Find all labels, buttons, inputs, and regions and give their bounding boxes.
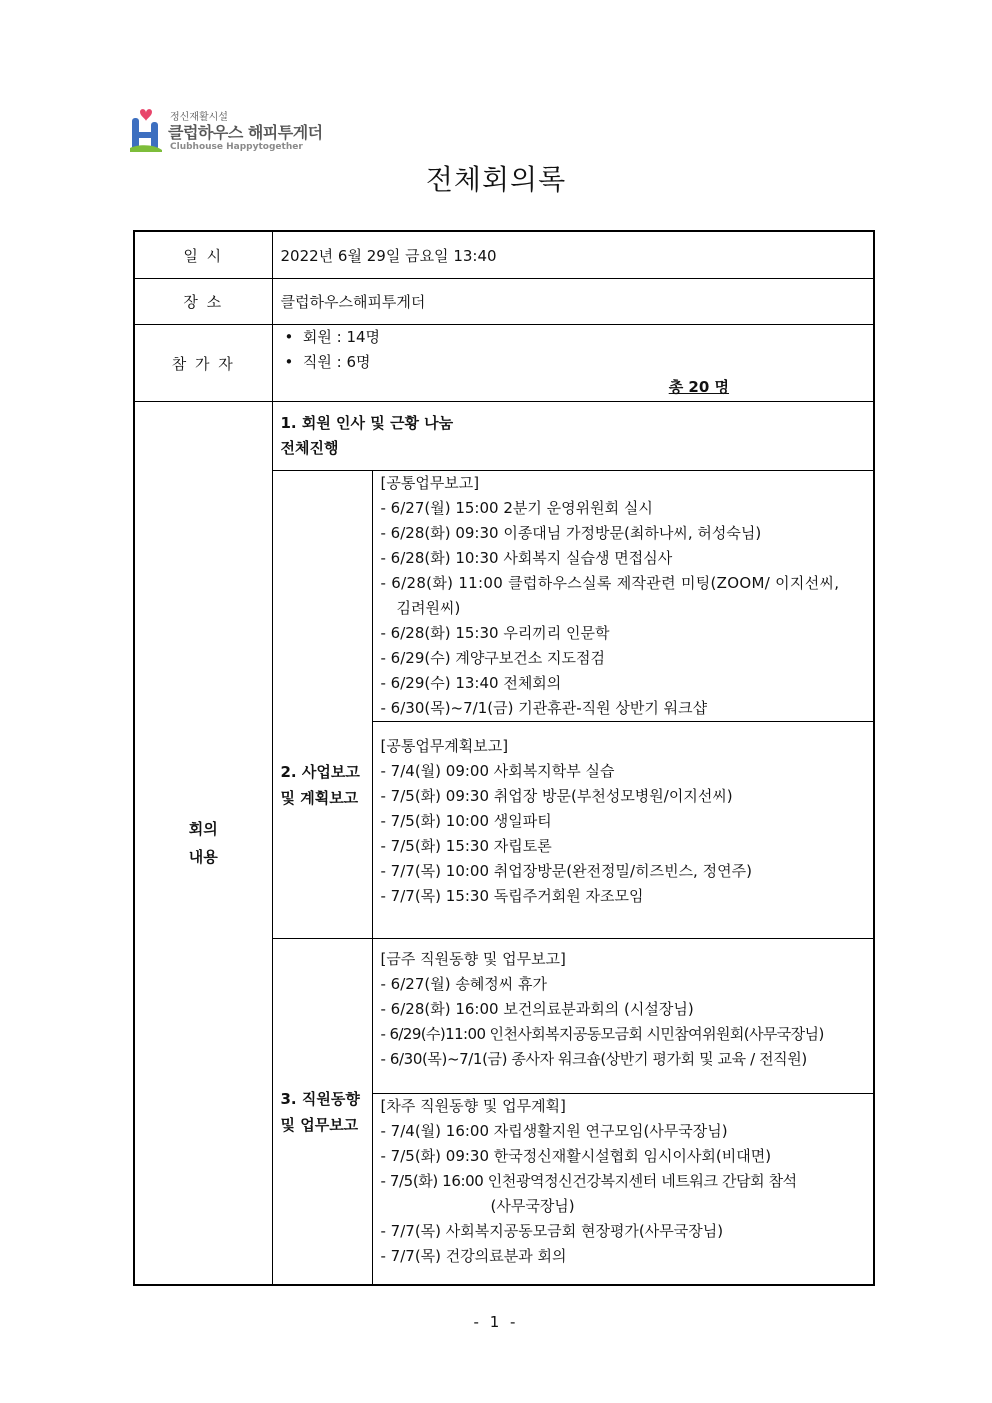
- list-item: - 6/29(수) 13:40 전체회의: [380, 674, 562, 692]
- list-item: - 6/27(월) 15:00 2분기 운영위원회 실시: [380, 499, 653, 517]
- attendees-total: 총 20 명: [668, 378, 730, 396]
- list-item: - 7/4(월) 09:00 사회복지학부 실습: [380, 762, 615, 780]
- list-item: - 7/5(화) 15:30 자립토론: [380, 837, 552, 855]
- list-item: - 7/4(월) 16:00 자립생활지원 연구모임(사무국장님): [380, 1122, 728, 1140]
- next-week-header: [차주 직원동향 및 업무계획]: [380, 1097, 566, 1115]
- section1-cell: [272, 402, 874, 471]
- common-report-header: [공통업무보고]: [380, 474, 480, 492]
- list-item: - 6/28(화) 10:30 사회복지 실습생 면접심사: [380, 549, 673, 567]
- list-item: - 7/5(화) 16:00 인천광역정신건강복지센터 네트워크 간담회 참석: [380, 1172, 797, 1190]
- date-value: 2022년 6월 29일 금요일 13:40: [272, 231, 874, 279]
- list-item: - 7/7(목) 15:30 독립주거회원 자조모임: [380, 887, 644, 905]
- place-row: [134, 279, 874, 325]
- logo-english-name: Clubhouse Happytogether: [170, 142, 303, 152]
- section3-label: 3. 직원동향 및 업무보고: [272, 939, 372, 1286]
- section1-row: [134, 402, 874, 471]
- list-item: - 6/28(화) 11:00 클럽하우스실록 제작관련 미팅(ZOOM/ 이지선씨,: [380, 574, 840, 592]
- common-report-cell: [372, 471, 874, 722]
- this-week-header: [금주 직원동향 및 업무보고]: [380, 950, 566, 968]
- list-item: - 7/5(화) 09:30 한국정신재활시설협회 임시이사회(비대면): [380, 1147, 772, 1165]
- date-row: [134, 231, 874, 279]
- next-week-cell: [372, 1094, 874, 1286]
- page-number: - 1 -: [473, 1313, 519, 1331]
- list-item: - 6/30(목)~7/1(금) 기관휴관-직원 상반기 워크샵: [380, 699, 708, 717]
- list-item: - 6/29(수)11:00 인천사회복지공동모금회 시민참여위원회(사무국장님): [380, 1025, 824, 1043]
- logo-name: 클럽하우스 해피투게더: [168, 123, 323, 142]
- common-plan-cell: [372, 722, 874, 939]
- clubhouse-h-logo-icon: [128, 104, 164, 154]
- place-value: 클럽하우스해피투게더: [272, 279, 874, 325]
- logo: [128, 104, 328, 156]
- list-item: (사무국장님): [490, 1197, 575, 1215]
- list-item: - 7/7(목) 사회복지공동모금회 현장평가(사무국장님): [380, 1222, 724, 1240]
- place-label: 장 소: [134, 279, 272, 325]
- attendee-staff: • 직원 : 6명: [284, 353, 371, 371]
- list-item: 김려원씨): [396, 599, 461, 617]
- minutes-table: [133, 230, 875, 1286]
- date-label: 일 시: [134, 231, 272, 279]
- section1-title: 1. 회원 인사 및 근황 나눔: [280, 414, 454, 432]
- list-item: - 7/5(화) 10:00 생일파티: [380, 812, 552, 830]
- list-item: - 6/28(화) 15:30 우리끼리 인문학: [380, 624, 610, 642]
- list-item: - 6/30(목)~7/1(금) 종사자 워크숍(상반기 평가회 및 교육 / 전직원): [380, 1050, 807, 1068]
- attendees-cell: [272, 325, 874, 402]
- section1-subtitle: 전체진행: [280, 439, 339, 457]
- meeting-content-label: 회의 내용: [134, 402, 272, 1286]
- attendees-row: [134, 325, 874, 402]
- logo-subtitle: 정신재활시설: [170, 112, 228, 123]
- list-item: - 7/5(화) 09:30 취업장 방문(부천성모병원/이지선씨): [380, 787, 733, 805]
- list-item: - 7/7(목) 건강의료분과 회의: [380, 1247, 567, 1265]
- list-item: - 6/28(화) 16:00 보건의료분과회의 (시설장님): [380, 1000, 694, 1018]
- page-title: 전체회의록: [425, 163, 567, 196]
- list-item: - 6/28(화) 09:30 이종대님 가정방문(최하나씨, 허성숙님): [380, 524, 762, 542]
- attendee-members: • 회원 : 14명: [284, 328, 381, 346]
- list-item: - 6/27(월) 송혜정씨 휴가: [380, 975, 548, 993]
- section2-label: 2. 사업보고 및 계획보고: [272, 471, 372, 939]
- list-item: - 6/29(수) 계양구보건소 지도점검: [380, 649, 605, 667]
- list-item: - 7/7(목) 10:00 취업장방문(완전정밀/히즈빈스, 정연주): [380, 862, 752, 880]
- common-plan-header: [공통업무계획보고]: [380, 737, 509, 755]
- attendees-label: 참 가 자: [134, 325, 272, 402]
- this-week-cell: [372, 939, 874, 1094]
